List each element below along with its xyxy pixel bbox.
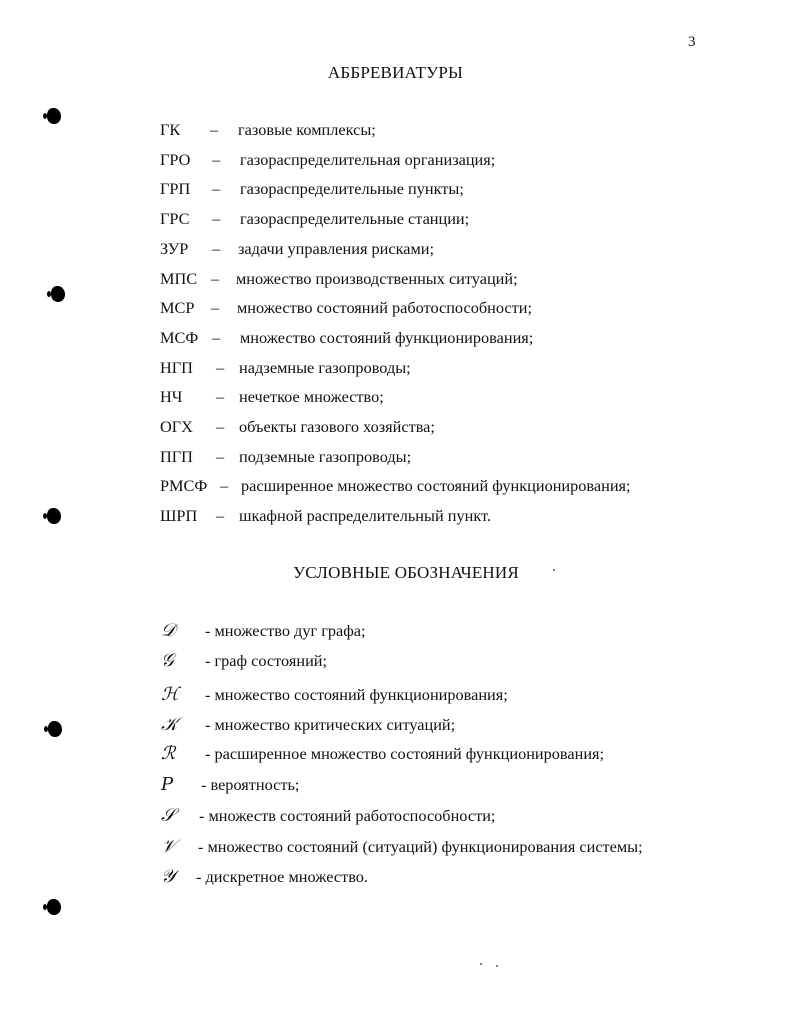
abbreviation-term: НЧ (160, 387, 183, 407)
abbreviation-row (160, 149, 720, 171)
abbreviation-definition: газораспределительные станции; (240, 209, 470, 229)
symbol-row (161, 684, 721, 706)
punch-hole-mark (47, 899, 61, 915)
abbreviation-definition: задачи управления рисками; (238, 238, 435, 258)
symbol-glyph: 𝒴 (161, 866, 176, 887)
symbol-row (161, 743, 721, 765)
symbol-row (161, 620, 721, 642)
abbreviation-definition: множество состояний функционирования; (240, 327, 534, 347)
symbol-glyph: P (161, 774, 174, 795)
symbol-definition: - множество критических ситуаций; (205, 715, 456, 734)
abbreviation-term: ГРП (160, 179, 191, 199)
abbreviation-dash: – (211, 298, 220, 318)
abbreviation-row (160, 178, 720, 200)
abbreviations-title: АББРЕВИАТУРЫ (327, 63, 464, 82)
abbreviation-dash: – (212, 238, 221, 258)
abbreviation-dash: – (212, 209, 221, 229)
abbreviation-definition: газовые комплексы; (238, 120, 376, 139)
punch-hole-mark (48, 721, 62, 737)
abbreviation-dash: – (211, 268, 220, 288)
abbreviation-row (160, 238, 720, 260)
symbols-title: УСЛОВНЫЕ ОБОЗНАЧЕНИЯ (293, 563, 519, 582)
abbreviation-dash: – (216, 357, 225, 377)
abbreviation-term: ГРО (160, 149, 191, 169)
symbol-definition: - вероятность; (201, 775, 300, 794)
symbol-glyph: 𝒢 (161, 650, 174, 671)
abbreviation-row (160, 119, 720, 141)
abbreviation-definition: объекты газового хозяйства; (239, 417, 435, 436)
abbreviation-term: МСР (160, 298, 195, 318)
symbol-glyph: 𝒦 (161, 714, 178, 735)
abbreviation-dash: – (212, 149, 221, 169)
symbol-row (161, 866, 721, 888)
symbol-definition: - множество дуг графа; (205, 621, 366, 640)
abbreviation-row (160, 505, 720, 527)
scan-speck (496, 965, 498, 967)
symbol-definition: - дискретное множество. (196, 867, 369, 886)
abbreviation-definition: газораспределительная организация; (240, 149, 496, 169)
symbol-row (161, 650, 721, 672)
abbreviation-dash: – (216, 387, 225, 407)
abbreviation-row (160, 208, 720, 230)
abbreviation-term: ГРС (160, 209, 190, 229)
abbreviation-term: ШРП (160, 506, 198, 526)
symbol-definition: - множеств состояний работоспособности; (199, 806, 496, 825)
symbol-glyph: 𝒮 (161, 805, 175, 826)
punch-hole-mark (51, 286, 65, 302)
abbreviation-term: ЗУР (160, 238, 189, 258)
abbreviation-row (160, 475, 720, 497)
symbol-glyph: 𝒱 (161, 836, 176, 857)
abbreviation-dash: – (216, 417, 225, 436)
abbreviation-row (160, 327, 720, 349)
abbreviation-dash: – (212, 327, 221, 347)
symbol-definition: - множество состояний функционирования; (205, 685, 508, 704)
symbol-definition: - граф состояний; (205, 651, 328, 670)
abbreviation-dash: – (210, 120, 219, 139)
symbol-row (161, 805, 721, 827)
symbol-glyph: ℛ (161, 743, 176, 764)
abbreviation-term: ОГХ (160, 417, 193, 436)
symbol-definition: - расширенное множество состояний функционирования; (205, 744, 605, 763)
scan-speck (553, 569, 555, 571)
abbreviation-term: ГК (160, 120, 181, 139)
abbreviation-term: РМСФ (160, 476, 208, 496)
symbol-row (161, 774, 721, 796)
abbreviation-definition: множество состояний работоспособности; (237, 298, 532, 318)
abbreviation-dash: – (216, 446, 225, 466)
abbreviation-definition: множество производственных ситуаций; (236, 268, 518, 288)
symbol-glyph: 𝒟 (161, 620, 176, 641)
abbreviation-dash: – (216, 506, 225, 526)
abbreviation-row (160, 357, 720, 379)
symbol-row (161, 836, 721, 858)
abbreviation-dash: – (220, 476, 229, 496)
abbreviation-row (160, 297, 720, 319)
abbreviation-definition: расширенное множество состояний функционирования; (241, 476, 631, 496)
abbreviation-term: МПС (160, 268, 198, 288)
abbreviation-row (160, 386, 720, 408)
abbreviation-term: МСФ (160, 327, 199, 347)
abbreviation-row (160, 268, 720, 290)
abbreviation-definition: надземные газопроводы; (239, 357, 411, 377)
abbreviation-row (160, 416, 720, 438)
abbreviation-dash: – (212, 179, 221, 199)
punch-hole-mark (47, 108, 61, 124)
symbol-definition: - множество состояний (ситуаций) функционирования системы; (198, 837, 643, 856)
scan-speck (480, 963, 482, 965)
punch-hole-mark (47, 508, 61, 524)
abbreviation-row (160, 446, 720, 468)
abbreviation-definition: нечеткое множество; (239, 387, 384, 407)
abbreviation-term: ПГП (160, 446, 193, 466)
abbreviation-definition: шкафной распределительный пункт. (239, 506, 491, 526)
symbol-glyph: ℋ (161, 684, 179, 705)
abbreviation-term: НГП (160, 357, 193, 377)
abbreviation-definition: газораспределительные пункты; (240, 179, 464, 199)
abbreviation-definition: подземные газопроводы; (239, 446, 412, 466)
page-number: 3 (688, 34, 696, 50)
symbol-row (161, 714, 721, 736)
